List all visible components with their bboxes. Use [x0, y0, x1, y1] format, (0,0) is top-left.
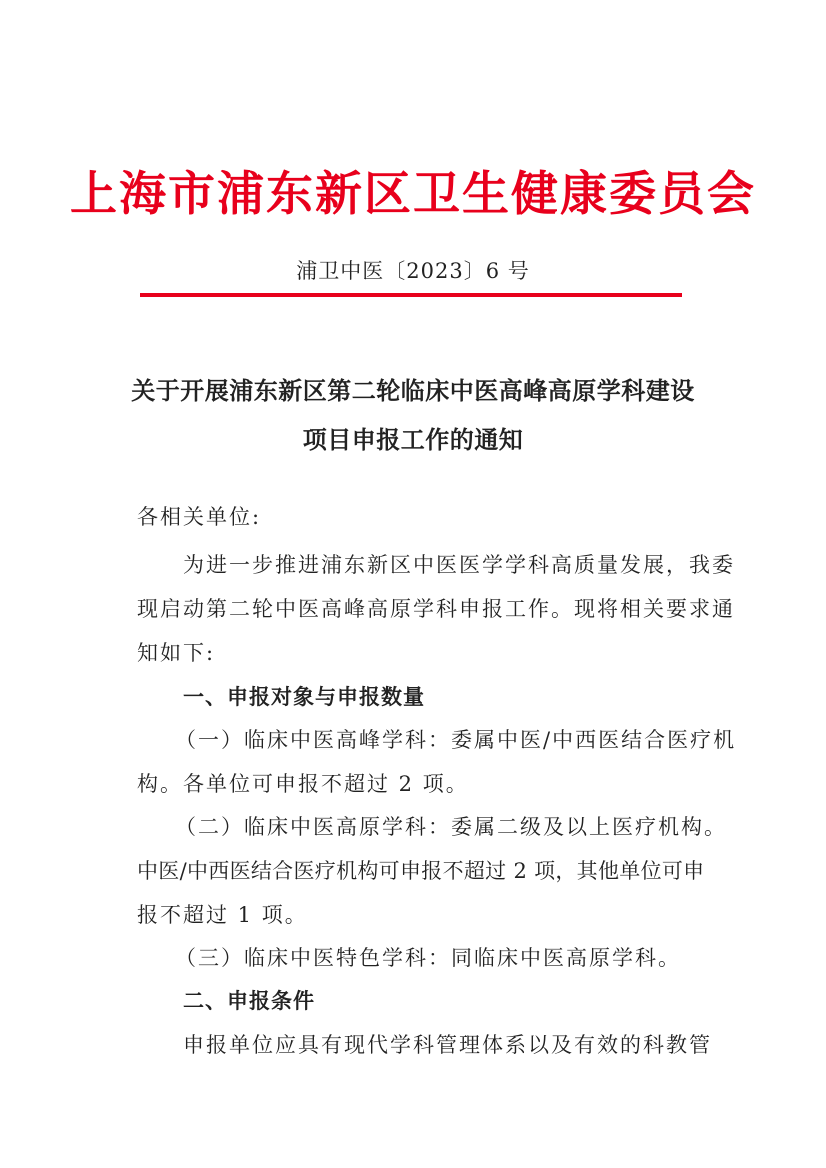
item-2-line-3: 报不超过 1 项。 — [137, 903, 308, 927]
issuing-organization: 上海市浦东新区卫生健康委员会 — [70, 167, 756, 222]
intro-line-3: 知如下: — [137, 641, 216, 665]
notice-title-line-1: 关于开展浦东新区第二轮临床中医高峰高原学科建设 — [131, 377, 695, 405]
salutation: 各相关单位: — [137, 505, 262, 529]
item-2-line-2: 中医/中西医结合医疗机构可申报不超过 2 项，其他单位可申 — [137, 859, 705, 883]
section-1-heading: 一、申报对象与申报数量 — [183, 685, 425, 709]
document-number: 浦卫中医〔2023〕6 号 — [296, 259, 530, 283]
intro-line-1: 为进一步推进浦东新区中医医学学科高质量发展，我委 — [183, 553, 735, 577]
section-2-text: 申报单位应具有现代学科管理体系以及有效的科教管 — [183, 1033, 712, 1057]
item-2-line-1: （二）临床中医高原学科：委属二级及以上医疗机构。 — [175, 815, 727, 839]
item-1-line-2: 构。各单位可申报不超过 2 项。 — [137, 772, 469, 796]
intro-line-2: 现启动第二轮中医高峰高原学科申报工作。现将相关要求通 — [137, 597, 735, 621]
item-3: （三）临床中医特色学科：同临床中医高原学科。 — [175, 946, 681, 970]
section-2-heading: 二、申报条件 — [183, 989, 315, 1013]
notice-title-line-2: 项目申报工作的通知 — [302, 426, 524, 454]
item-1-line-1: （一）临床中医高峰学科：委属中医/中西医结合医疗机 — [175, 728, 737, 752]
red-header-rule — [140, 293, 682, 297]
